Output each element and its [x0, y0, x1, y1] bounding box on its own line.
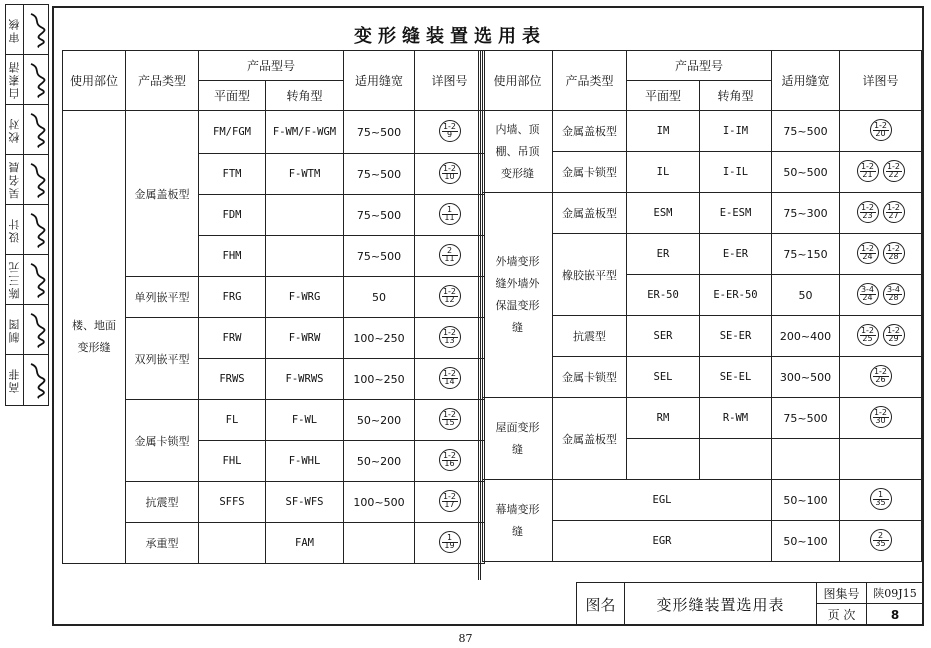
width-cell [344, 523, 415, 564]
detail-cell [840, 316, 922, 357]
detail-sheet: 24 [862, 251, 873, 261]
detail-sheet: 13 [444, 335, 455, 345]
corner-model-cell: F-WRG [266, 277, 344, 318]
detail-number: 3-4 [886, 284, 901, 294]
detail-index-icon [883, 242, 905, 264]
flat-model-cell: ER-50 [627, 275, 700, 316]
type-cell: 金属卡锁型 [126, 400, 199, 482]
detail-refs [439, 244, 461, 266]
signature-icon [26, 55, 48, 104]
detail-number: 1-2 [442, 121, 457, 131]
detail-index-icon [870, 529, 892, 551]
flat-model-cell: FM/FGM [199, 111, 266, 154]
flat-model-cell: ESM [627, 193, 700, 234]
title-block-atlas: 陕09J15 [867, 583, 923, 604]
corner-model-cell: SE-ER [700, 316, 772, 357]
signature-scribble-icon [27, 10, 47, 49]
sidebar-cell [6, 155, 48, 205]
width-cell: 50 [344, 277, 415, 318]
table-row [63, 400, 485, 441]
detail-cell [840, 234, 922, 275]
detail-number: 1-2 [873, 120, 888, 130]
header-corner: 转角型 [700, 81, 772, 111]
title-block-name-label: 图名 [577, 583, 625, 625]
detail-cell [840, 152, 922, 193]
detail-refs [857, 324, 905, 346]
corner-model-cell: E-ESM [700, 193, 772, 234]
corner-model-cell: F-WM/F-WGM [266, 111, 344, 154]
width-cell: 50~500 [772, 152, 840, 193]
table-row [63, 523, 485, 564]
corner-model-cell: SF-WFS [266, 482, 344, 523]
detail-index-icon [857, 242, 879, 264]
detail-index-icon [883, 160, 905, 182]
detail-index-icon [439, 531, 461, 553]
detail-refs [439, 285, 461, 307]
detail-refs [857, 160, 905, 182]
type-cell: 金属盖板型 [553, 111, 627, 152]
detail-sheet: 17 [444, 499, 455, 509]
use-label: 屋面变形缝 [495, 420, 540, 456]
sidebar-cell-label [6, 155, 24, 204]
table-row [483, 111, 922, 152]
detail-cell [415, 441, 485, 482]
detail-refs [439, 408, 461, 430]
detail-number: 1-2 [886, 161, 901, 171]
signature-icon [26, 5, 48, 54]
corner-model-cell: E-ER-50 [700, 275, 772, 316]
detail-sheet: 25 [862, 333, 873, 343]
type-cell: 金属盖板型 [126, 111, 199, 277]
corner-model-cell: E-ER [700, 234, 772, 275]
corner-model-cell: F-WTM [266, 154, 344, 195]
detail-number: 1-2 [442, 286, 457, 296]
detail-refs [439, 367, 461, 389]
detail-cell [840, 439, 922, 480]
detail-refs [870, 365, 892, 387]
table-row [483, 193, 922, 234]
signature-scribble-icon [27, 160, 47, 199]
signature-scribble-icon [27, 110, 47, 149]
detail-index-icon [439, 490, 461, 512]
sidebar-label-text: 吴名晨 [7, 160, 21, 199]
detail-sheet: 10 [444, 171, 455, 181]
signature-scribble-icon [27, 310, 47, 349]
signature-icon [26, 305, 48, 354]
flat-model-cell: RM [627, 398, 700, 439]
header-width: 适用缝宽 [344, 51, 415, 111]
table-row [63, 318, 485, 359]
sidebar-cell-label [6, 5, 24, 54]
corner-model-cell: F-WL [266, 400, 344, 441]
sidebar-label-text: 陈三元 [7, 260, 21, 299]
title-block-name: 变形缝装置选用表 [625, 583, 817, 625]
width-cell: 75~300 [772, 193, 840, 234]
type-cell: 抗震型 [553, 316, 627, 357]
flat-model-cell: SEL [627, 357, 700, 398]
detail-cell [840, 275, 922, 316]
sidebar-cell [6, 105, 48, 155]
flat-model-cell: FRW [199, 318, 266, 359]
detail-cell [415, 318, 485, 359]
detail-index-icon [883, 283, 905, 305]
flat-model-cell: IL [627, 152, 700, 193]
detail-index-icon [870, 119, 892, 141]
use-cell [483, 193, 553, 398]
sidebar-cell-label [6, 205, 24, 254]
width-cell: 75~500 [772, 111, 840, 152]
detail-number: 1-2 [442, 368, 457, 378]
use-label: 楼、地面变形缝 [72, 319, 116, 354]
detail-sheet: 21 [862, 169, 873, 179]
width-cell: 75~500 [772, 398, 840, 439]
detail-refs [439, 162, 461, 184]
flat-model-cell: IM [627, 111, 700, 152]
corner-model-cell: SE-EL [700, 357, 772, 398]
detail-index-icon [870, 365, 892, 387]
detail-index-icon [870, 488, 892, 510]
sidebar-cell-label [6, 305, 24, 354]
detail-index-icon [439, 408, 461, 430]
width-cell: 100~250 [344, 318, 415, 359]
right-selection-table [482, 50, 922, 562]
flat-model-cell: FL [199, 400, 266, 441]
detail-refs [870, 406, 892, 428]
sidebar-cell-label [6, 355, 24, 405]
detail-number: 1-2 [886, 243, 901, 253]
width-cell: 300~500 [772, 357, 840, 398]
detail-index-icon [870, 406, 892, 428]
detail-cell [415, 154, 485, 195]
detail-cell [415, 400, 485, 441]
detail-index-icon [439, 162, 461, 184]
type-cell: 双列嵌平型 [126, 318, 199, 400]
flat-model-cell: SFFS [199, 482, 266, 523]
corner-model-cell: F-WRWS [266, 359, 344, 400]
title-block-page-label: 页 次 [817, 604, 867, 625]
corner-model-cell: R-WM [700, 398, 772, 439]
corner-model-cell: F-WHL [266, 441, 344, 482]
use-cell [483, 480, 553, 562]
detail-refs [439, 490, 461, 512]
detail-sheet: 26 [875, 374, 886, 384]
flat-model-cell: ER [627, 234, 700, 275]
width-cell: 200~400 [772, 316, 840, 357]
corner-model-cell: FAM [266, 523, 344, 564]
width-cell: 100~250 [344, 359, 415, 400]
detail-number: 1 [877, 489, 884, 499]
flat-model-cell: FTM [199, 154, 266, 195]
signature-scribble-icon [27, 260, 47, 299]
detail-refs [439, 449, 461, 471]
signature-icon [26, 205, 48, 254]
width-cell: 100~500 [344, 482, 415, 523]
use-label: 内墙、顶棚、吊顶变形缝 [495, 122, 540, 180]
detail-number: 2 [446, 245, 453, 255]
corner-model-cell [266, 195, 344, 236]
type-cell: 抗震型 [126, 482, 199, 523]
detail-refs [857, 242, 905, 264]
detail-index-icon [883, 201, 905, 223]
detail-index-icon [857, 160, 879, 182]
detail-number: 1-2 [886, 202, 901, 212]
width-cell: 75~500 [344, 111, 415, 154]
detail-number: 1-2 [886, 325, 901, 335]
detail-cell [840, 357, 922, 398]
detail-sheet: 20 [875, 128, 886, 138]
width-cell: 75~150 [772, 234, 840, 275]
header-flat: 平面型 [627, 81, 700, 111]
detail-number: 1-2 [442, 327, 457, 337]
header-type: 产品类型 [126, 51, 199, 111]
sidebar-cell [6, 205, 48, 255]
type-cell: 金属盖板型 [553, 398, 627, 480]
detail-number: 1 [446, 204, 453, 214]
flat-model-cell [199, 523, 266, 564]
signature-icon [26, 355, 48, 405]
flat-model-cell [627, 439, 700, 480]
sidebar-cell [6, 355, 48, 405]
detail-index-icon [883, 324, 905, 346]
corner-model-cell [700, 439, 772, 480]
detail-cell [415, 195, 485, 236]
header-use: 使用部位 [483, 51, 553, 111]
detail-sheet: 30 [875, 415, 886, 425]
width-cell: 50~100 [772, 521, 840, 562]
width-cell: 75~500 [344, 154, 415, 195]
detail-number: 1-2 [860, 202, 875, 212]
sidebar-label-text: 设计 [7, 216, 21, 243]
table-row [483, 480, 922, 521]
signature-scribble-icon [27, 60, 47, 99]
title-block [576, 582, 924, 626]
title-block-page: 8 [890, 607, 900, 622]
detail-sheet: 12 [444, 294, 455, 304]
width-cell: 50~200 [344, 441, 415, 482]
detail-number: 2 [877, 530, 884, 540]
header-detail: 详图号 [415, 51, 485, 111]
header-type: 产品类型 [553, 51, 627, 111]
flat-model-cell: FHL [199, 441, 266, 482]
table-row [63, 482, 485, 523]
detail-number: 1-2 [873, 407, 888, 417]
width-cell: 50~200 [344, 400, 415, 441]
detail-sheet: 22 [888, 169, 899, 179]
sidebar-cell [6, 255, 48, 305]
detail-sheet: 23 [862, 210, 873, 220]
detail-index-icon [439, 244, 461, 266]
page-title: 变形缝装置选用表 [354, 26, 546, 47]
detail-sheet: 29 [888, 333, 899, 343]
detail-cell [415, 359, 485, 400]
use-cell [63, 111, 126, 564]
detail-refs [439, 120, 461, 142]
detail-sheet: 28 [888, 292, 899, 302]
width-cell: 75~500 [344, 195, 415, 236]
detail-number: 1-2 [860, 161, 875, 171]
type-cell: 金属盖板型 [553, 193, 627, 234]
detail-number: 3-4 [860, 284, 875, 294]
detail-refs [439, 203, 461, 225]
detail-refs [439, 326, 461, 348]
detail-sheet: 35 [875, 497, 886, 507]
merged-model-cell: EGR [553, 521, 772, 562]
detail-number: 1-2 [873, 366, 888, 376]
detail-cell [840, 480, 922, 521]
detail-index-icon [857, 324, 879, 346]
title-block-atlas-label: 图集号 [817, 583, 867, 604]
header-use: 使用部位 [63, 51, 126, 111]
header-detail: 详图号 [840, 51, 922, 111]
detail-index-icon [439, 203, 461, 225]
header-flat: 平面型 [199, 81, 266, 111]
detail-cell [840, 398, 922, 439]
header-corner: 转角型 [266, 81, 344, 111]
detail-sheet: 11 [444, 212, 455, 222]
type-cell: 金属卡锁型 [553, 152, 627, 193]
detail-sheet: 19 [444, 540, 455, 550]
table-row [63, 111, 485, 154]
detail-number: 1-2 [442, 491, 457, 501]
flat-model-cell: SER [627, 316, 700, 357]
detail-sheet: 27 [888, 210, 899, 220]
detail-refs [857, 283, 905, 305]
width-cell: 50~100 [772, 480, 840, 521]
detail-number: 1-2 [442, 450, 457, 460]
detail-cell [840, 111, 922, 152]
detail-cell [415, 236, 485, 277]
corner-model-cell: I-IM [700, 111, 772, 152]
width-cell: 75~500 [344, 236, 415, 277]
width-cell [772, 439, 840, 480]
detail-index-icon [439, 367, 461, 389]
sidebar-label-text: 审核 [7, 16, 21, 43]
left-selection-table [62, 50, 485, 564]
detail-number: 1-2 [860, 243, 875, 253]
sidebar-cell-label [6, 55, 24, 104]
detail-refs [870, 488, 892, 510]
sidebar-cell [6, 305, 48, 355]
detail-sheet: 15 [444, 417, 455, 427]
detail-cell [415, 111, 485, 154]
detail-index-icon [857, 201, 879, 223]
sidebar-cell-label [6, 105, 24, 154]
detail-number: 1-2 [442, 409, 457, 419]
detail-sheet: 35 [875, 538, 886, 548]
flat-model-cell: FRWS [199, 359, 266, 400]
page-number: 87 [458, 632, 473, 645]
merged-model-cell: EGL [553, 480, 772, 521]
detail-index-icon [439, 120, 461, 142]
detail-number: 1 [446, 532, 453, 542]
detail-refs [439, 531, 461, 553]
detail-number: 1-2 [860, 325, 875, 335]
detail-index-icon [439, 449, 461, 471]
signature-icon [26, 255, 48, 304]
table-row [63, 277, 485, 318]
sidebar-cell-label [6, 255, 24, 304]
detail-index-icon [439, 326, 461, 348]
use-label: 幕墙变形缝 [495, 502, 540, 538]
signature-scribble-icon [27, 360, 47, 400]
detail-sheet: 9 [446, 129, 453, 139]
type-cell: 橡胶嵌平型 [553, 234, 627, 316]
flat-model-cell: FRG [199, 277, 266, 318]
flat-model-cell: FHM [199, 236, 266, 277]
detail-cell [840, 521, 922, 562]
sidebar-label-text: 高菲 [7, 367, 21, 393]
detail-cell [415, 482, 485, 523]
signature-icon [26, 105, 48, 154]
width-cell: 50 [772, 275, 840, 316]
detail-cell [840, 193, 922, 234]
corner-model-cell: F-WRW [266, 318, 344, 359]
use-cell [483, 111, 553, 193]
sidebar-cell [6, 55, 48, 105]
corner-model-cell: I-IL [700, 152, 772, 193]
flat-model-cell: FDM [199, 195, 266, 236]
approval-sidebar [5, 4, 49, 406]
type-cell: 金属卡锁型 [553, 357, 627, 398]
detail-sheet: 16 [444, 458, 455, 468]
detail-refs [870, 119, 892, 141]
type-cell: 承重型 [126, 523, 199, 564]
sidebar-label-text: 白素清 [7, 60, 21, 99]
sidebar-label-text: 制图 [7, 316, 21, 343]
use-label: 外墙变形缝外墙外保温变形缝 [495, 255, 540, 334]
corner-model-cell [266, 236, 344, 277]
use-cell [483, 398, 553, 480]
detail-index-icon [857, 283, 879, 305]
detail-cell [415, 277, 485, 318]
detail-index-icon [439, 285, 461, 307]
table-row [483, 398, 922, 439]
detail-refs [870, 529, 892, 551]
sidebar-label-text: 校对 [7, 116, 21, 143]
header-model: 产品型号 [627, 51, 772, 81]
header-width: 适用缝宽 [772, 51, 840, 111]
detail-sheet: 28 [888, 251, 899, 261]
detail-sheet: 11 [444, 253, 455, 263]
detail-sheet: 14 [444, 376, 455, 386]
detail-sheet: 24 [862, 292, 873, 302]
header-model: 产品型号 [199, 51, 344, 81]
detail-refs [857, 201, 905, 223]
detail-cell [415, 523, 485, 564]
sidebar-cell [6, 5, 48, 55]
signature-scribble-icon [27, 210, 47, 249]
detail-number: 1-2 [442, 163, 457, 173]
type-cell: 单列嵌平型 [126, 277, 199, 318]
signature-icon [26, 155, 48, 204]
